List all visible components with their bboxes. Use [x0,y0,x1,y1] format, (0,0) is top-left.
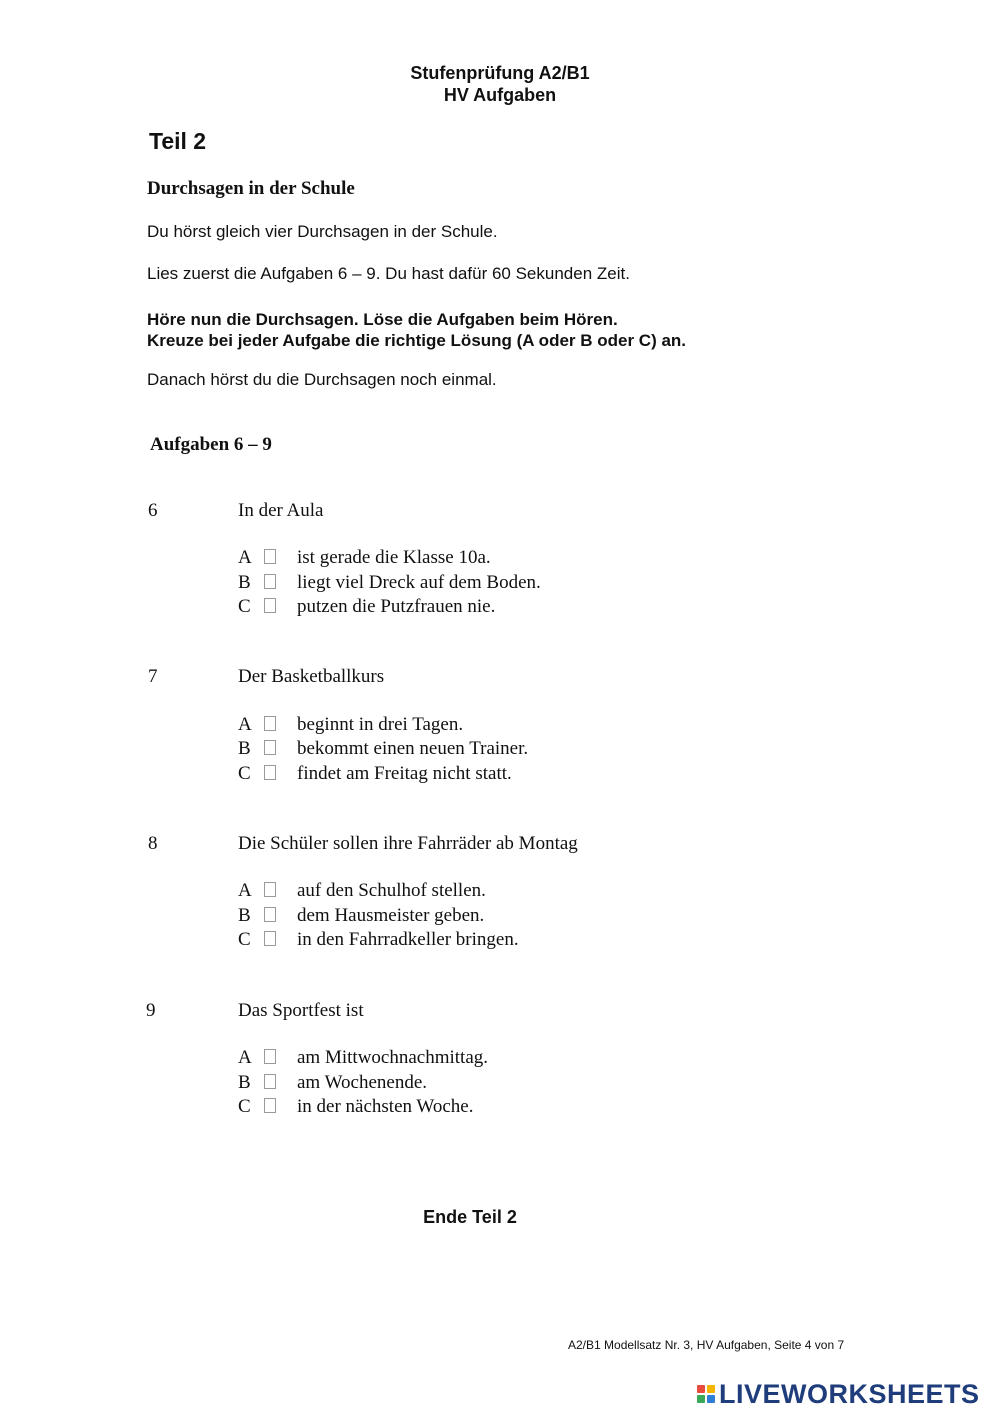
instruction-line-1: Höre nun die Durchsagen. Löse die Aufgaben beim Hören. [147,310,618,329]
intro-paragraph-2: Lies zuerst die Aufgaben 6 – 9. Du hast dafür 60 Sekunden Zeit. [147,264,630,283]
brand-name: LIVEWORKSHEETS [719,1378,980,1409]
checkbox-9b[interactable] [264,1074,276,1089]
option-letter: C [238,596,251,617]
option-8b[interactable] [238,905,484,930]
option-text: liegt viel Dreck auf dem Boden. [297,572,541,593]
option-text: putzen die Putzfrauen nie. [297,596,496,617]
liveworksheets-logo-icon [697,1385,715,1403]
checkbox-9c[interactable] [264,1098,276,1113]
logo-square-4 [707,1395,715,1403]
option-letter: B [238,905,251,926]
option-text: am Mittwochnachmittag. [297,1047,489,1068]
checkbox-7c[interactable] [264,765,276,780]
option-text: findet am Freitag nicht statt. [297,763,512,784]
checkbox-8c[interactable] [264,931,276,946]
option-text: auf den Schulhof stellen. [297,880,486,901]
intro-paragraph-1: Du hörst gleich vier Durchsagen in der Schule. [147,222,498,241]
instruction-line-2: Kreuze bei jeder Aufgabe die richtige Lösung (A oder B oder C) an. [147,331,687,350]
ende-teil-heading: Ende Teil 2 [423,1207,517,1227]
question-stem: Die Schüler sollen ihre Fahrräder ab Montag [238,833,578,854]
checkbox-6a[interactable] [264,549,276,564]
checkbox-6c[interactable] [264,598,276,613]
question-number: 7 [148,666,158,687]
checkbox-8a[interactable] [264,882,276,897]
checkbox-8b[interactable] [264,907,276,922]
document-header-line1: Stufenprüfung A2/B1 [410,63,590,83]
option-text: bekommt einen neuen Trainer. [297,738,529,759]
question-stem: In der Aula [238,500,324,521]
logo-square-2 [707,1385,715,1393]
option-text: ist gerade die Klasse 10a. [297,547,491,568]
option-letter: C [238,1096,251,1117]
document-header-line2: HV Aufgaben [443,85,557,105]
logo-square-3 [697,1395,705,1403]
checkbox-7b[interactable] [264,740,276,755]
option-letter: C [238,763,251,784]
liveworksheets-brand[interactable] [697,1376,980,1412]
option-6a[interactable] [238,547,491,572]
aufgaben-heading: Aufgaben 6 – 9 [150,434,272,455]
option-letter: C [238,929,251,950]
intro-paragraph-3: Danach hörst du die Durchsagen noch einmal. [147,370,497,389]
option-9c[interactable] [238,1096,473,1121]
option-letter: A [238,714,252,735]
checkbox-7a[interactable] [264,716,276,731]
option-text: dem Hausmeister geben. [297,905,485,926]
section-title: Durchsagen in der Schule [147,178,355,199]
option-8a[interactable] [238,880,486,905]
option-letter: A [238,880,252,901]
option-7c[interactable] [238,763,512,788]
option-letter: A [238,1047,252,1068]
option-6b[interactable] [238,572,541,597]
page-footer: A2/B1 Modellsatz Nr. 3, HV Aufgaben, Seite 4 von 7 [568,1338,845,1352]
logo-square-1 [697,1385,705,1393]
checkbox-6b[interactable] [264,574,276,589]
question-number: 8 [148,833,158,854]
option-8c[interactable] [238,929,519,954]
option-text: in der nächsten Woche. [297,1096,474,1117]
option-7a[interactable] [238,714,463,739]
question-number: 6 [148,500,158,521]
question-number: 9 [146,1000,156,1021]
option-text: am Wochenende. [297,1072,428,1093]
option-7b[interactable] [238,738,528,763]
option-6c[interactable] [238,596,495,621]
question-stem: Der Basketballkurs [238,666,385,687]
option-9b[interactable] [238,1072,427,1097]
option-text: in den Fahrradkeller bringen. [297,929,519,950]
checkbox-9a[interactable] [264,1049,276,1064]
teil-heading: Teil 2 [149,128,207,154]
option-9a[interactable] [238,1047,488,1072]
option-letter: B [238,1072,251,1093]
option-letter: B [238,572,251,593]
option-letter: A [238,547,252,568]
option-text: beginnt in drei Tagen. [297,714,464,735]
option-letter: B [238,738,251,759]
question-stem: Das Sportfest ist [238,1000,364,1021]
